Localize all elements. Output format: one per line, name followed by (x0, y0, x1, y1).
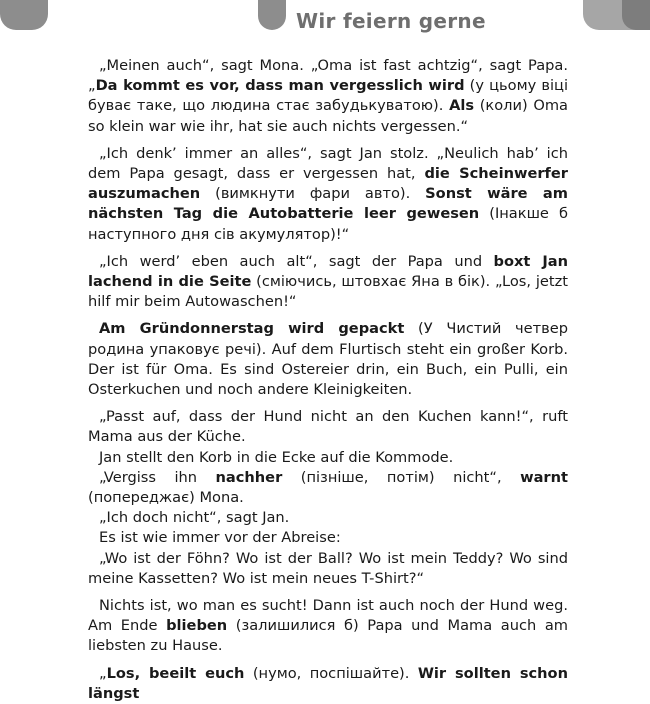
paragraph (88, 448, 568, 468)
text-run: (нумо, поспішайте). (244, 664, 418, 682)
bold-phrase: die Scheinwerfer auszumachen (88, 165, 568, 203)
bold-phrase: blieben (166, 617, 228, 635)
paragraph (88, 549, 568, 589)
text-run: (попереджає) Mona. (88, 489, 244, 507)
text-run: (вимкнути фари авто). (200, 185, 426, 203)
bold-phrase: nachher (215, 468, 283, 486)
bold-phrase: Los, beeilt euch (106, 664, 245, 682)
bold-phrase: Sonst wäre am nächsten Tag die Autobatterie leer gewesen (88, 185, 568, 223)
text-run: (у цьому віці буває таке, що людина стає забудькуватою). (88, 77, 568, 115)
paragraph (88, 468, 568, 508)
bold-phrase: Da kommt es vor, dass man vergesslich wird (95, 77, 465, 95)
page-title: Wir feiern gerne (296, 9, 486, 33)
text-run: (Інакше б наступного дня сів акумулятор)!“ (88, 205, 568, 243)
text-run: „Ich werd’ eben auch alt“, sagt der Papa und (99, 252, 494, 270)
paragraph (88, 528, 568, 548)
text-run: Es ist wie immer vor der Abreise: (99, 529, 341, 547)
bold-phrase: Am Gründonnerstag wird gepackt (99, 320, 405, 338)
body-text (88, 56, 568, 704)
paragraph (88, 144, 568, 245)
paragraph (88, 407, 568, 447)
text-run: Jan stellt den Korb in die Ecke auf die Kommode. (99, 448, 454, 466)
paragraph (88, 664, 568, 704)
paragraph (88, 596, 568, 657)
corner-tab-left (0, 0, 48, 30)
text-run: (пізніше, потім) nicht“, (282, 468, 521, 486)
paragraph (88, 508, 568, 528)
header-tab-marker (258, 0, 286, 30)
paragraph (88, 252, 568, 313)
paragraph (88, 56, 568, 137)
text-run: „Meinen auch“, sagt Mona. „Oma ist fast achtzig“, sagt Papa. „ (88, 57, 568, 95)
text-run: „Wo ist der Föhn? Wo ist der Ball? Wo ist mein Teddy? Wo sind meine Kassetten? Wo ist mein neues T-Shirt?“ (88, 549, 568, 587)
bold-phrase: Als (449, 97, 475, 115)
text-run: „Vergiss ihn (99, 468, 216, 486)
bold-phrase: Wir sollten schon längst (88, 664, 568, 702)
text-run: „ (99, 664, 107, 682)
text-run: (коли) Oma so klein war wie ihr, hat sie auch nichts vergessen.“ (88, 97, 568, 135)
corner-tab-right-inner (622, 0, 650, 30)
text-run: (У Чистий четвер родина упаковує речі). Auf dem Flurtisch steht ein großer Korb. Der ist für Oma. Es sind Ostereier drin, ein Buch, ein Pulli, ein Osterkuchen und noch andere Kleinigkeiten. (88, 320, 568, 399)
text-run: (сміючись, штовхає Яна в бік). „Los, jetzt hilf mir beim Autowaschen!“ (88, 273, 568, 311)
text-run: (залишилися б) Papa und Mama auch am liebsten zu Hause. (88, 617, 569, 655)
text-run: „Ich doch nicht“, sagt Jan. (99, 509, 290, 527)
paragraph (88, 319, 568, 400)
bold-phrase: boxt Jan lachend in die Seite (88, 252, 568, 291)
text-run: „Ich denk’ immer an alles“, sagt Jan stolz. „Neulich hab’ ich dem Papa gesagt, dass er vergessen hat, (88, 144, 568, 183)
bold-phrase: warnt (520, 468, 568, 486)
text-run: Nichts ist, wo man es sucht! Dann ist auch noch der Hund weg. Am Ende (88, 597, 568, 635)
text-run: „Passt auf, dass der Hund nicht an den Kuchen kann!“, ruft Mama aus der Küche. (88, 408, 568, 446)
